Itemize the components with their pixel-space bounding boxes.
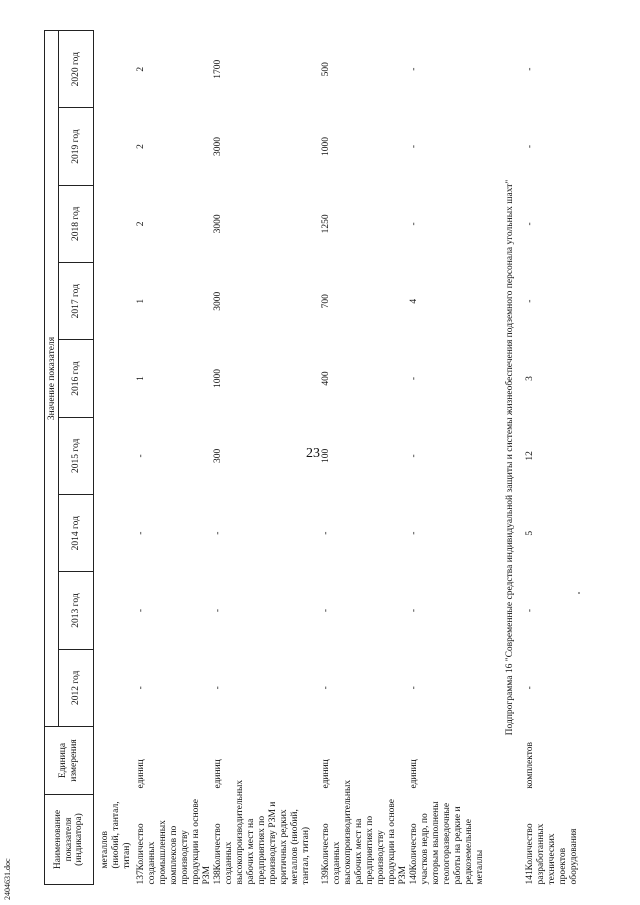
value-cell: - [321, 531, 331, 535]
row-unit: единиц [409, 759, 419, 789]
value-cell: - [409, 222, 419, 226]
value-cell: 2 [136, 144, 146, 149]
subprogram-title: Подпрограмма 16 "Современные средства индивидуальной защиты и системы жизнеобеспечения подземного персонала угольных шахт" [505, 179, 515, 736]
value-cell: 1 [136, 298, 146, 304]
value-cell: 1000 [213, 369, 223, 389]
value-cell: 5 [525, 530, 535, 536]
value-cell: - [213, 531, 223, 535]
value-cell: 300 [213, 448, 223, 463]
row-name: Количество созданных промышленных комплексов по производству продукции на основе РЗМ [136, 799, 212, 885]
value-cell: 4 [409, 298, 419, 304]
value-cell: 1 [136, 376, 146, 381]
table-row [136, 31, 213, 885]
value-cell: - [409, 608, 419, 613]
value-cell: 12 [525, 451, 535, 461]
value-cell: - [136, 454, 146, 458]
page-number: 23 [306, 446, 320, 461]
value-cell: - [525, 144, 535, 149]
value-cell: - [409, 531, 419, 535]
row-unit: единиц [213, 759, 223, 789]
value-cell: 1700 [213, 59, 223, 79]
header-year: 2016 год [59, 340, 94, 417]
value-cell: 3000 [213, 214, 223, 234]
value-cell: - [213, 686, 223, 690]
row-number: 139. [321, 867, 331, 885]
value-cell: 700 [321, 294, 331, 309]
header-year: 2014 год [59, 495, 94, 572]
table-row [321, 31, 409, 885]
header-year: 2013 год [59, 572, 94, 649]
value-cell: 2 [136, 221, 146, 227]
value-cell: 3000 [213, 137, 223, 157]
value-cell: - [213, 608, 223, 613]
continuation-text: металлов (ниобий, тантал, титан) [100, 801, 132, 869]
value-cell: - [321, 608, 331, 613]
row-name: Количество участков недр, по которым выполнены геологоразведочные работы на редкие и редкоземельные металлы [409, 801, 485, 885]
value-cell: 500 [321, 62, 331, 77]
indicators-table [44, 30, 581, 885]
value-cell: - [409, 376, 419, 381]
value-cell: - [525, 222, 535, 226]
value-cell: - [321, 686, 331, 690]
header-year: 2020 год [59, 31, 94, 108]
table-row [213, 31, 321, 885]
value-cell: - [409, 686, 419, 690]
value-cell: - [525, 67, 535, 71]
value-cell: - [525, 686, 535, 690]
footer-filename: 2404631.doc [3, 858, 12, 900]
row-unit: единиц [321, 759, 331, 789]
value-cell: 400 [321, 371, 331, 386]
table-row [409, 31, 495, 885]
value-cell: 3 [525, 376, 535, 381]
value-cell: - [136, 531, 146, 535]
value-cell: - [136, 686, 146, 690]
value-cell: - [409, 454, 419, 458]
value-cell: 1000 [321, 137, 331, 157]
value-cell: 2 [136, 66, 146, 72]
header-values-group: Значение показателя [45, 31, 59, 727]
value-cell: - [409, 144, 419, 149]
row-number: 140. [409, 867, 419, 885]
rotated-table-region [44, 30, 614, 885]
subprogram-row [495, 31, 525, 885]
continuation-row [94, 31, 137, 885]
value-cell: - [409, 67, 419, 71]
header-year: 2012 год [59, 649, 94, 726]
header-unit: Единица измерения [45, 727, 94, 795]
value-cell: 100 [321, 448, 331, 463]
header-year: 2015 год [59, 417, 94, 494]
value-cell: - [136, 608, 146, 613]
header-year: 2018 год [59, 185, 94, 262]
value-cell: 3000 [213, 291, 223, 311]
row-number: 138. [213, 867, 223, 885]
header-year: 2017 год [59, 263, 94, 340]
value-cell: 1250 [321, 214, 331, 234]
row-name: Количество разработанных технических проектов оборудования [525, 823, 579, 885]
row-number: 137. [136, 867, 146, 885]
scan-speck [578, 592, 580, 594]
row-number: 141. [525, 867, 535, 885]
row-unit: комплектов [525, 741, 535, 789]
value-cell: - [525, 608, 535, 613]
row-unit: единиц [136, 759, 146, 789]
header-year: 2019 год [59, 108, 94, 185]
value-cell: - [525, 299, 535, 303]
header-name: Наименование показателя (индикатора) [45, 795, 94, 885]
row-name: Количество созданных высокопроизводительных рабочих мест на предприятиях по производству РЗМ и критичных редких металлов (ниобий, тантал, титан) [213, 779, 311, 885]
table-row [525, 31, 581, 885]
row-name: Количество созданных высокопроизводительных рабочих мест на предприятиях по производству продукции на основе РЗМ [321, 779, 408, 885]
